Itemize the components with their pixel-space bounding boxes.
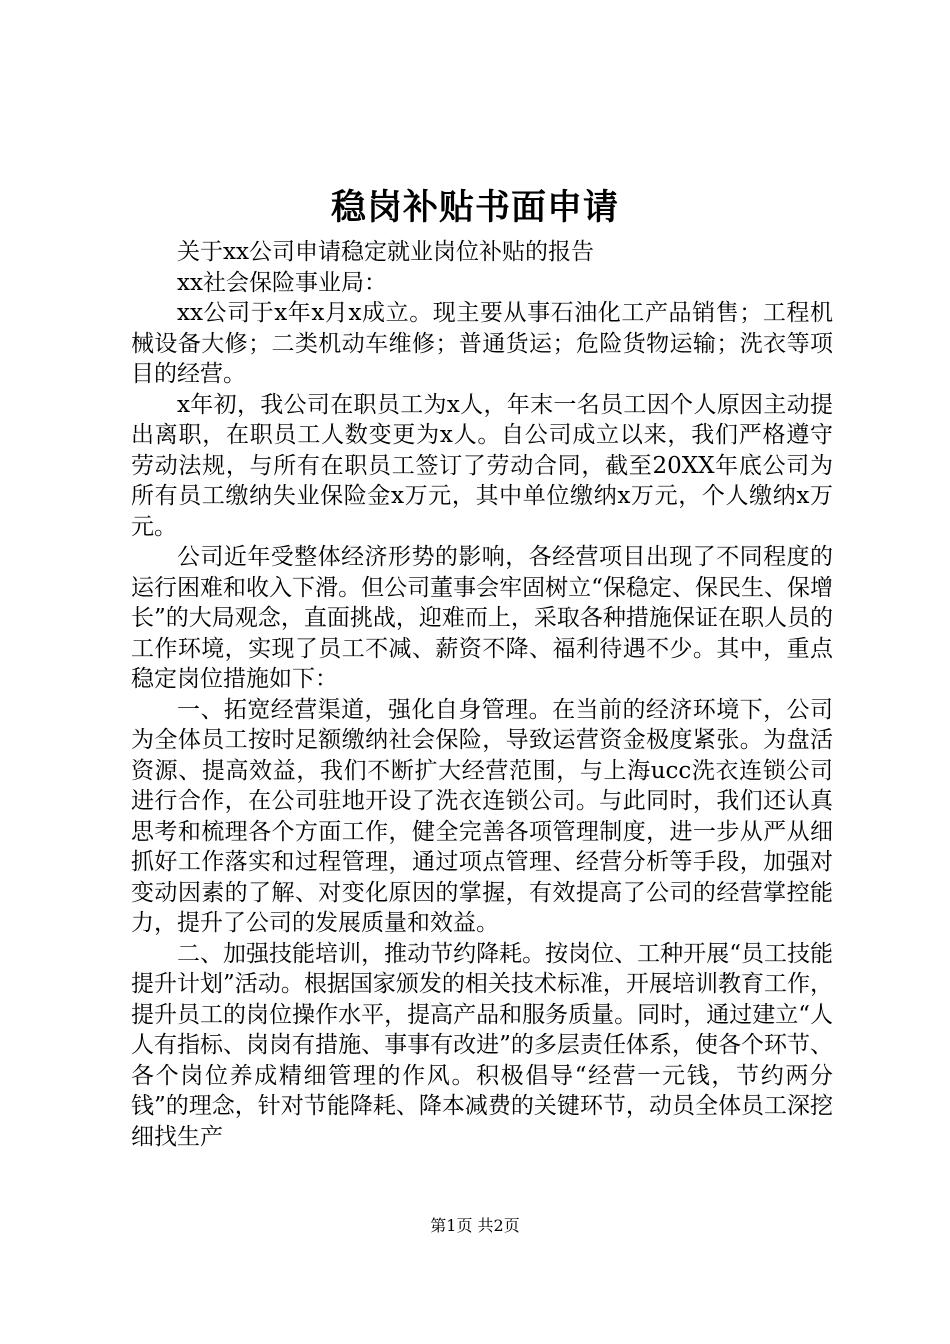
paragraph-employees: x年初，我公司在职员工为x人，年末一名员工因个人原因主动提出离职，在职员工人数变更为x人。自公司成立以来，我们严格遵守劳动法规，与所有在职员工签订了劳动合同，截至20XX年底公司为所有员工缴纳失业保险金x万元，其中单位缴纳x万元，个人缴纳x万元。 — [131, 391, 833, 540]
paragraph-economy: 公司近年受整体经济形势的影响，各经营项目出现了不同程度的运行困难和收入下滑。但公司董事会牢固树立“保稳定、保民生、保增长”的大局观念，直面挑战，迎难而上，采取各种措施保证在职人员的工作环境，实现了员工不减、薪资不降、福利待遇不少。其中，重点稳定岗位措施如下： — [131, 544, 833, 692]
page-footer: 第1页 共2页 — [430, 1216, 520, 1235]
paragraph-measure-two: 二、加强技能培训，推动节约降耗。按岗位、工种开展“员工技能提升计划”活动。根据国家颁发的相关技术标准，开展培训教育工作，提升员工的岗位操作水平，提高产品和服务质量。同时，通过建立“人人有指标、岗岗有措施、事事有改进”的多层责任体系，使各个环节、各个岗位养成精细管理的作风。积极倡导“经营一元钱，节约两分钱”的理念，针对节能降耗、降本减费的关键环节，动员全体员工深挖细找生产 — [131, 940, 833, 1150]
salutation: xx社会保险事业局： — [177, 269, 387, 296]
report-subject: 关于xx公司申请稳定就业岗位补贴的报告 — [177, 239, 594, 265]
document-body — [131, 237, 833, 1152]
paragraph-measure-one: 一、拓宽经营渠道，强化自身管理。在当前的经济环境下，公司为全体员工按时足额缴纳社会保险，导致运营资金极度紧张。为盘活资源、提高效益，我们不断扩大经营范围，与上海ucc洗衣连锁公司进行合作，在公司驻地开设了洗衣连锁公司。与此同时，我们还认真思考和梳理各个方面工作，健全完善各项管理制度，进一步从严从细抓好工作落实和过程管理，通过项点管理、经营分析等手段，加强对变动因素的了解、对变化原因的掌握，有效提高了公司的经营掌控能力，提升了公司的发展质量和效益。 — [131, 696, 833, 936]
paragraph-company-intro: xx公司于x年x月x成立。现主要从事石油化工产品销售；工程机械设备大修；二类机动车维修；普通货运；危险货物运输；洗衣等项目的经营。 — [131, 300, 833, 387]
document-title: 稳岗补贴书面申请 — [330, 187, 619, 228]
